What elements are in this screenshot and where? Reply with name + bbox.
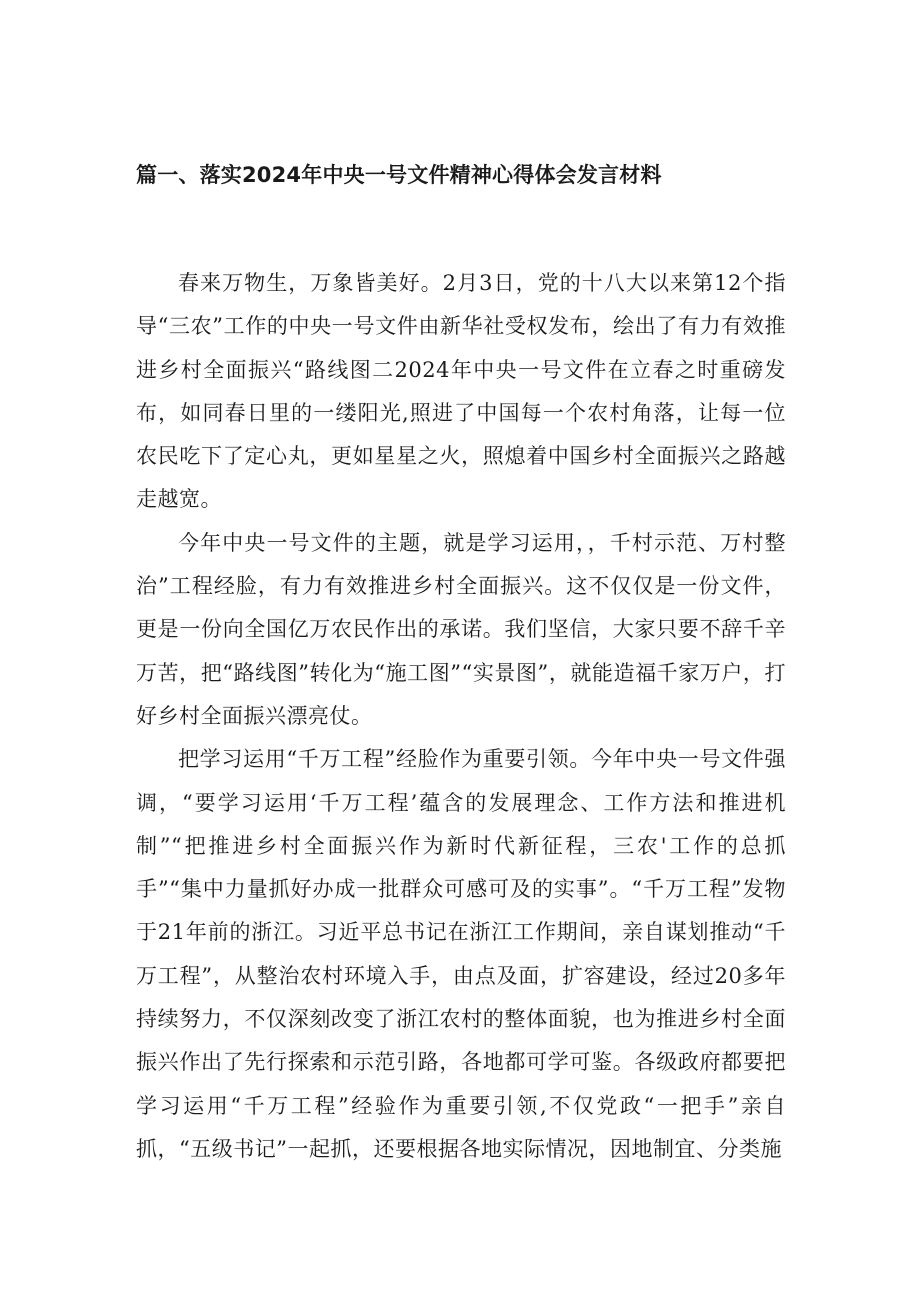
paragraph-2: 今年中央一号文件的主题，就是学习运用，，千村示范、万村整治”工程经脸，有力有效推进乡村全面振兴。这不仅仅是一份文件，更是一份向全国亿万农民作出的承诺。我们坚信，大家只要不辞千辛万苦，把“路线图”转化为“施工图”“实景图”，就能造福千家万户，打好乡村全面振兴漂亮仗。 <box>136 530 786 728</box>
paragraph-1: 春来万物生，万象皆美好。2月3日，党的十八大以来第12个指导“三农”工作的中央一号文件由新华社受权发布，绘出了有力有效推进乡村全面振兴“路线图二2024年中央一号文件在立春之时重磅发布，如同春日里的一缕阳光,照进了中国每一个农村角落，让每一位农民吃下了定心丸，更如星星之火，照熄着中国乡村全面振兴之路越走越宽。 <box>136 271 786 512</box>
document-body <box>136 262 786 1171</box>
document-title: 篇一、落实2024年中央一号文件精神心得体会发言材料 <box>136 163 662 187</box>
paragraph-3: 把学习运用“千万工程”经脸作为重要引领。今年中央一号文件强调，“要学习运用‘千万工程’蕴含的发展理念、工作方法和推进机制”“把推进乡村全面振兴作为新时代新征程，三农'工作的总抓手”“集中力量抓好办成一批群众可感可及的实事”。“千万工程”发物于21年前的浙江。习近平总书记在浙江工作期间，亲自谋划推动“千万工程”，从整治农村环境入手，由点及面，扩容建设，经过20多年持续努力，不仅深刻改变了浙江农村的整体面貌，也为推进乡村全面振兴作出了先行探索和示范引路，各地都可学可鉴。各级政府都要把学习运用“千万工程”经验作为重要引领,不仅党政“一把手”亲自抓，“五级书记”一起抓，还要根据各地实际情况，因地制宜、分类施 <box>136 747 786 1161</box>
